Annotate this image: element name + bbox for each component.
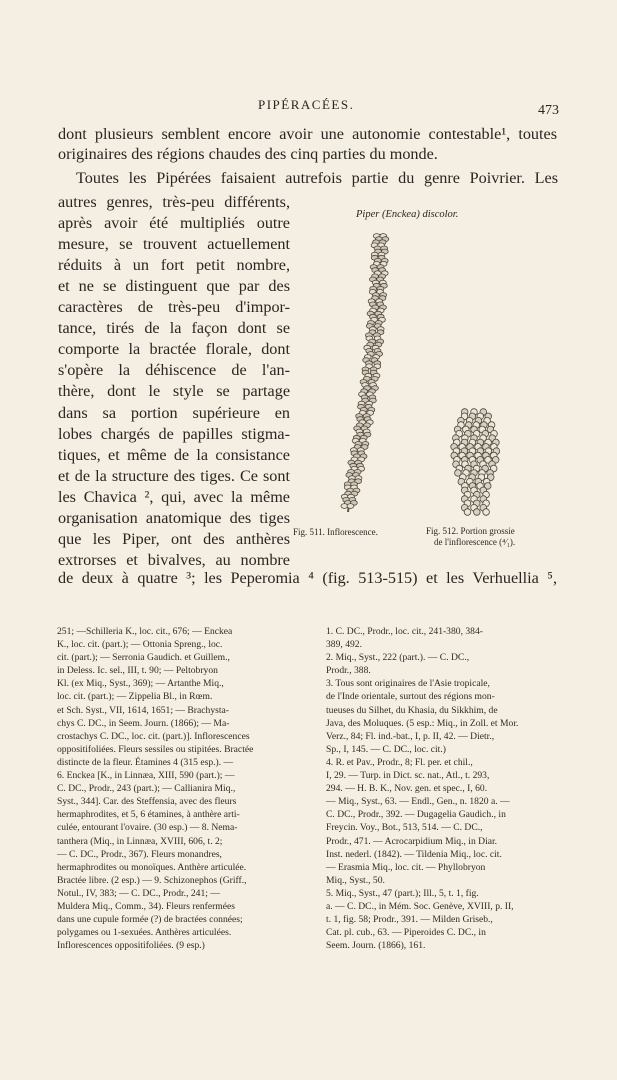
page-number: 473 <box>538 103 559 118</box>
figure-512-caption-line1: Fig. 512. Portion grossie <box>426 526 515 536</box>
footnote-line: 1. C. DC., Prodr., loc. cit., 241-380, 384- <box>326 626 483 637</box>
footnotes-right-column <box>326 625 564 952</box>
footnote-line: crostachys C. DC., loc. cit. (part.)]. Inflorescences <box>57 730 250 742</box>
footnote-line: Notul., IV, 383; — C. DC., Prodr., 241; — <box>57 887 220 899</box>
footnote-line: Verz., 84; Fl. ind.-bat., I, p. II, 42. — Dietr., <box>326 730 495 742</box>
footnote-line: distincte de la fleur. Étamines 4 (315 esp.). — <box>57 756 234 768</box>
footnote-line: Java, des Moluques. (5 esp.: Miq., in Zoll. et Mor. <box>326 717 519 729</box>
footnote-line: culée, entourant l'ovaire. (30 esp.) — 8. Nema- <box>57 822 238 834</box>
body-narrow-line: autres genres, très-peu différents, <box>58 193 290 211</box>
footnote-line: 2. Miq., Syst., 222 (part.). — C. DC., <box>326 652 470 664</box>
footnote-line: 389, 492. <box>326 639 362 651</box>
body-narrow-line: organisation anatomique des tiges <box>58 508 290 527</box>
body-narrow-line: tiques, et même de la consistance <box>58 445 290 464</box>
footnote-line: C. DC., Prodr., 243 (part.); — Callianira Miq., <box>57 783 236 795</box>
footnote-line: Cat. pl. cub., 63. — Piperoides C. DC., in <box>326 927 486 939</box>
body-narrow-line: et ne se distinguent que par des <box>58 277 290 296</box>
body-narrow-line: réduits à un fort petit nombre, <box>58 256 290 275</box>
footnote-line: tanthera (Miq., in Linnæa, XVIII, 606, t. 2; <box>57 835 223 847</box>
footnote-line: hermaphrodites, et 5, 6 étamines, à anthère arti- <box>57 809 240 821</box>
footnote-line: — Erasmia Miq., loc. cit. — Phyllobryon <box>326 861 486 873</box>
body-line-1: dont plusieurs semblent encore avoir une autonomie contestable¹, toutes <box>58 125 557 143</box>
figure-512-caption-line2: de l'inflorescence (⁴⁄₁). <box>434 537 516 547</box>
inflorescence-illustration <box>292 222 562 522</box>
body-narrow-line: lobes chargés de papilles stigma- <box>58 424 290 443</box>
footnote-line: hermaphrodites ou monoïques. Anthère articulée. <box>57 861 247 873</box>
running-header: PIPÉRACÉES. <box>258 97 355 112</box>
footnote-line: Bractée libre. (2 esp.) — 9. Schizonephos (Griff., <box>57 874 247 886</box>
footnote-line: et Sch. Syst., VII, 1614, 1651; — Brachysta- <box>57 704 229 716</box>
body-narrow-line: dans sa portion supérieure en <box>58 403 290 422</box>
footnote-line: Sp., I, 145. — C. DC., loc. cit.) <box>326 743 446 755</box>
footnote-line: Inst. nederl. (1842). — Tildenia Miq., loc. cit. <box>326 848 502 860</box>
body-line-3: Toutes les Pipérées faisaient autrefois partie du genre Poivrier. Les <box>76 169 558 187</box>
footnote-line: in Deless. Ic. sel., III, t. 90; — Peltobryon <box>57 665 218 677</box>
footnote-line: tueuses du Silhet, du Khasia, du Sikkhim, de <box>326 704 498 716</box>
body-narrow-line: caractères de très-peu d'impor- <box>58 298 290 317</box>
footnote-line: 5. Miq., Syst., 47 (part.); Ill., 5, t. 1, fig. <box>326 887 479 899</box>
footnote-line: — Miq., Syst., 63. — Endl., Gen., n. 1820 a. — <box>326 796 510 808</box>
body-narrow-line: comporte la bractée florale, dont <box>58 340 290 359</box>
body-narrow-line: thère, dont le style se partage <box>58 382 290 401</box>
footnote-line: Muldera Miq., Comm., 34). Fleurs renfermées <box>57 900 235 912</box>
footnote-line: 251; —Schilleria K., loc. cit., 676; — Enckea <box>57 626 233 637</box>
footnote-line: de l'Inde orientale, surtout des régions mon- <box>326 691 495 703</box>
footnote-line: Miq., Syst., 50. <box>326 874 385 886</box>
body-narrow-line: extrorses et bivalves, au nombre <box>58 550 290 569</box>
body-narrow-line: mesure, se trouvent actuellement <box>58 235 290 254</box>
figure-title: Piper (Enckea) discolor. <box>356 209 459 220</box>
footnote-line: Freycin. Voy., Bot., 513, 514. — C. DC., <box>326 822 483 834</box>
figure-511-caption: Fig. 511. Inflorescence. <box>293 527 378 537</box>
body-narrow-line: les Chavica ², qui, avec la même <box>58 487 290 506</box>
footnote-line: chys C. DC., in Seem. Journ. (1866); — Ma- <box>57 717 230 729</box>
footnote-line: oppositifoliées. Fleurs sessiles ou stipitées. Bractée <box>57 743 254 755</box>
body-narrow-line: que les Piper, ont des anthères <box>58 529 290 548</box>
footnote-line: K., loc. cit. (part.); — Ottonia Spreng., loc. <box>57 639 223 651</box>
footnote-line: t. 1, fig. 58; Prodr., 391. — Milden Griseb., <box>326 914 493 926</box>
body-narrow-line: après avoir été multipliés outre <box>58 214 290 233</box>
footnote-line: a. — C. DC., in Mém. Soc. Genève, XVIII, p. II, <box>326 900 514 912</box>
spike-inflorescence-drawing <box>341 234 389 512</box>
footnotes-left-column <box>57 625 299 952</box>
body-narrow-line: s'opère la déhiscence de l'an- <box>58 361 290 380</box>
body-line-2: originaires des régions chaudes des cinq parties du monde. <box>58 145 438 163</box>
footnote-line: — C. DC., Prodr., 367). Fleurs monandres, <box>57 848 222 860</box>
footnote-line: Prodr., 388. <box>326 665 371 677</box>
footnote-line: Prodr., 471. — Acrocarpidium Miq., in Diar. <box>326 835 498 847</box>
footnote-line: dans une cupule formée (?) de bractées connées; <box>57 914 243 926</box>
footnote-line: 3. Tous sont originaires de l'Asie tropicale, <box>326 678 490 690</box>
body-narrow-line: et de la structure des tiges. Ce sont <box>58 466 290 485</box>
footnote-line: 6. Enckea [K., in Linnæa, XIII, 590 (part.); — <box>57 770 235 782</box>
footnote-line: polygames ou 1-sexuées. Anthères articulées. <box>57 927 232 939</box>
body-line-bottom: de deux à quatre ³; les Peperomia ⁴ (fig. 513-515) et les Verhuellia ⁵, <box>58 569 557 587</box>
body-narrow-line: tance, tirés de la façon dont se <box>58 319 290 338</box>
footnote-line: Syst., 344]. Car. des Steffensia, avec des fleurs <box>57 796 237 808</box>
footnote-line: Seem. Journ. (1866), 161. <box>326 940 426 952</box>
footnote-line: Kl. (ex Miq., Syst., 369); — Artanthe Miq., <box>57 678 224 690</box>
footnote-line: cit. (part.); — Serronia Gaudich. et Guillem., <box>57 652 230 664</box>
footnote-line: loc. cit. (part.); — Zippelia Bl., in Rœm. <box>57 691 213 703</box>
magnified-portion-drawing <box>451 409 500 516</box>
footnote-line: I, 29. — Turp. in Dict. sc. nat., Atl., t. 293, <box>326 770 490 782</box>
footnote-line: 4. R. et Pav., Prodr., 8; Fl. per. et chil., <box>326 756 473 768</box>
footnote-line: 294. — H. B. K., Nov. gen. et spec., I, 60. <box>326 783 488 795</box>
footnote-line: Inflorescences oppositifoliées. (9 esp.) <box>57 940 205 952</box>
footnote-line: C. DC., Prodr., 392. — Dugagelia Gaudich., in <box>326 809 506 821</box>
